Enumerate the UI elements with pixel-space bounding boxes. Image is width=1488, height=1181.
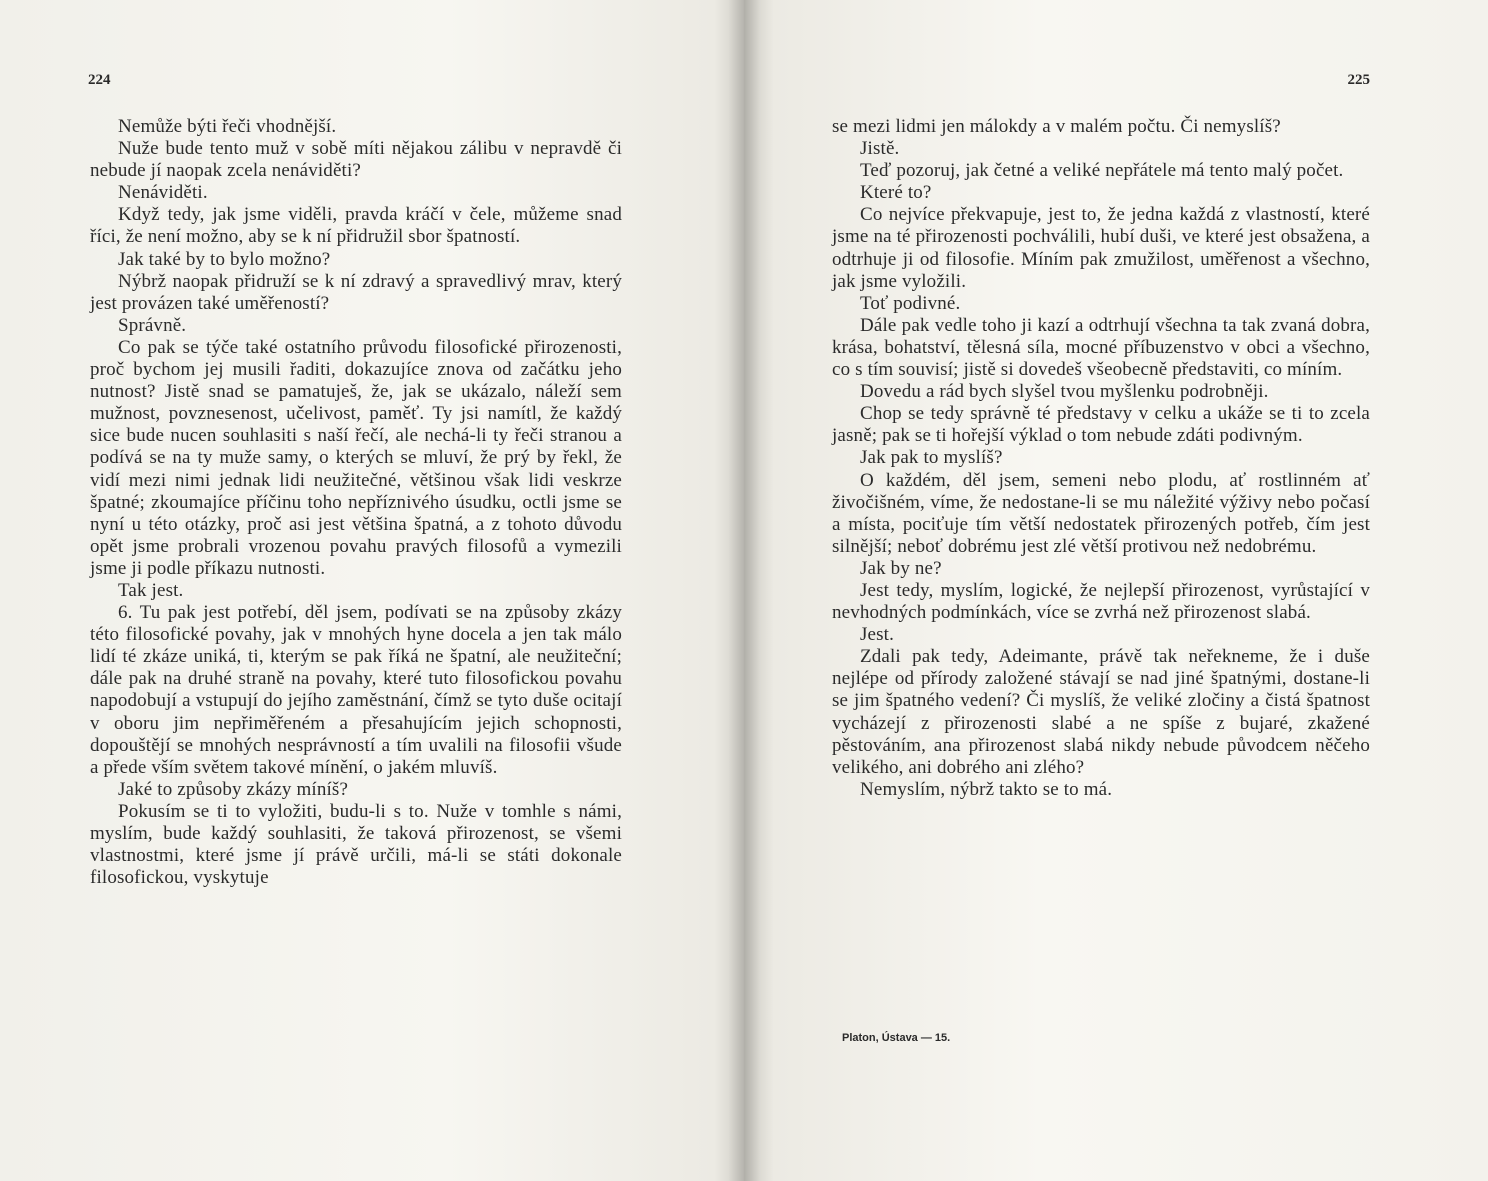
paragraph: Chop se tedy správně té představy v celku a ukáže se ti to zcela jasně; pak se ti hořejší výklad o tom nebude zdáti podivným. [832,403,1370,447]
paragraph: Tak jest. [118,579,184,601]
left-page-text [90,116,622,889]
paragraph: Když tedy, jak jsme viděli, pravda kráčí v čele, můžeme snad říci, že není možno, aby se k ní přidružil sbor špatností. [90,204,622,248]
paragraph: Toť podivné. [860,292,961,314]
page-number-left: 224 [88,72,111,88]
paragraph: 6. Tu pak jest potřebí, děl jsem, podívati se na způsoby zkázy této filosofické povahy, jak v mnohých hyne docela a jen tak málo lidí té zkáze uniká, ti, kterým se pak říká ne špatní, ale neužiteční; dále pak na druhé straně na povahy, které tuto filosofickou povahu napodobují a vstupují do jejího zaměstnání, čímž se tyto duše ocitají v oboru jim nepřiměřeném a přesahujícím jejich schopnosti, dopouštějí se mnohých nesprávností a tím uvalili na filosofii všude a přede vším světem takové mínění, o jakém mluvíš. [90,602,622,778]
signature-mark: Platon, Ústava — 15. [842,1032,951,1044]
paragraph: Jak by ne? [860,557,942,579]
paragraph: Teď pozoruj, jak četné a veliké nepřátele má tento malý počet. [860,160,1344,182]
paragraph: O každém, děl jsem, semeni nebo plodu, ať rostlinném ať živočišném, víme, že nedostane-li se mu náležité výživy nebo počasí a místa, pociťuje tím větší nedostatek přirozených potřeb, čím jest silnější; neboť dobrému jest zlé větší protivou než nedobrému. [832,469,1370,557]
paragraph: Jest tedy, myslím, logické, že nejlepší přirozenost, vyrůstající v nevhodných podmínkách, více se zvrhá než přirozenost slabá. [832,579,1370,624]
paragraph: Zdali pak tedy, Adeimante, právě tak neřekneme, že i duše nejlépe od přírody založené stávají se nad jiné špatnými, dostane-li se jim špatného vedení? Či myslíš, že veliké zločiny a čistá špatnost vycházejí z přirozenosti slabé a ne spíše z bujaré, zkažené pěstováním, ana přirozenost slabá nikdy nebude původcem něčeho velikého, ani dobrého ani zlého? [832,646,1370,778]
paragraph: Dovedu a rád bych slyšel tvou myšlenku podrobněji. [860,381,1269,403]
paragraph: Nýbrž naopak přidruží se k ní zdravý a spravedlivý mrav, který jest provázen také uměřeností? [90,270,622,314]
paragraph: Jest. [860,624,894,646]
paragraph: Jak pak to myslíš? [860,447,1003,469]
paragraph: Co nejvíce překvapuje, jest to, že jedna každá z vlastností, které jsme na té přirozenosti pochválili, hubí duši, ve které jest obsažena, a odtrhuje ji od filosofie. Míním pak zmužilost, uměřenost a všechno, jak jsme vyložili. [832,204,1370,292]
paragraph: se mezi lidmi jen málokdy a v malém počtu. Či nemyslíš? [832,116,1281,137]
paragraph: Jaké to způsoby zkázy míníš? [118,778,349,800]
right-page-text [832,116,1370,801]
paragraph: Které to? [860,182,932,204]
paragraph: Správně. [118,314,187,336]
paragraph: Jak také by to bylo možno? [118,248,331,270]
page-number-right: 225 [1347,72,1370,88]
paragraph: Nenáviděti. [118,182,208,204]
paragraph: Nemůže býti řeči vhodnější. [118,116,337,137]
paragraph: Nemyslím, nýbrž takto se to má. [860,778,1113,800]
paragraph: Co pak se týče také ostatního průvodu filosofické přirozenosti, proč bychom jej musili řaditi, dokazujíce znova od začátku jeho nutnost? Jistě snad se pamatuješ, že, jak se ukázalo, náleží sem mužnost, povznesenost, učelivost, paměť. Ty jsi namítl, že každý sice bude nucen souhlasiti s naší řečí, ale nechá-li ty řeči stranou a podívá se na ty muže samy, o kterých se mluví, že prý by řekl, že vidí mezi nimi jednak lidi neužitečné, většinou však lidi veskrze špatné; zkoumajíce příčinu toho nepříznivého úsudku, octli jsme se nyní u této otázky, proč asi jest většina špatná, a z tohoto důvodu opět jsme probrali vrozenou povahu pravých filosofů a vymezili jsme ji podle příkazu nutnosti. [90,336,622,579]
paragraph: Nuže bude tento muž v sobě míti nějakou zálibu v nepravdě či nebude jí naopak zcela nenáviděti? [90,138,622,182]
right-page [744,0,1488,1181]
paragraph: Dále pak vedle toho ji kazí a odtrhují všechna ta tak zvaná dobra, krása, bohatství, tělesná síla, mocné příbuzenstvo v obci a všechno, co s tím souvisí; jistě si dovedeš všeobecně představiti, co míním. [832,314,1370,381]
paragraph: Jistě. [860,138,900,160]
paragraph: Pokusím se ti to vyložiti, budu-li s to. Nuže v tomhle s námi, myslím, bude každý souhlasiti, že taková přirozenost, se všemi vlastnostmi, které jsme jí právě určili, má-li se státi dokonale filosofickou, vyskytuje [90,800,622,889]
